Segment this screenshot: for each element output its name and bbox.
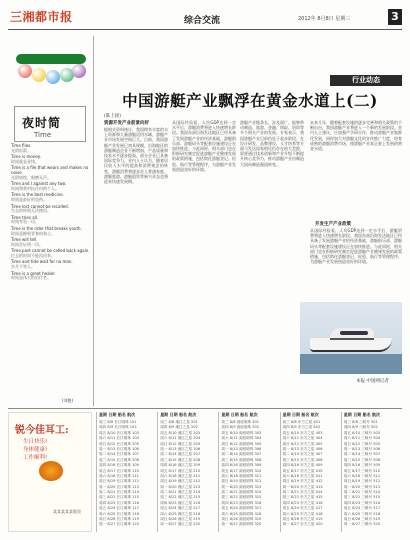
- listing-row: 周四 8/23 湘江之星 216: [160, 500, 201, 505]
- greeting-ad: [8, 412, 92, 532]
- quote-english: Time past cannot be called back again.: [11, 248, 90, 254]
- listing-row: 周四 8/9 长江明珠 102: [99, 425, 137, 430]
- listing-row: 周五 8/24 东方之星 417: [282, 506, 323, 511]
- listing-row: 周四 8/9 洞庭明珠 302: [221, 425, 260, 430]
- listing-row: 周六 8/25 湘江之星 218: [160, 511, 201, 516]
- listing-row: 周日 8/12 东方之星 405: [282, 441, 323, 446]
- listing-row: 周日 8/26 洞庭明珠 319: [221, 517, 262, 522]
- listing-column: [218, 412, 279, 532]
- ball-icon: [32, 68, 46, 82]
- listing-row: 周日 8/12 三峡号 505: [343, 441, 381, 446]
- quote-chinese: 过去的时间不能再回来。: [11, 252, 55, 258]
- listing-row: 周六 8/18 三峡号 511: [343, 473, 381, 478]
- listing-row: 周日 8/19 洞庭明珠 312: [221, 479, 262, 484]
- listing-row: 周三 8/8 洞庭明珠 301: [221, 420, 260, 424]
- listing-row: 周六 8/11 湘江之星 204: [160, 436, 201, 441]
- listing-column: [96, 412, 157, 532]
- listing-row: 周六 8/18 湘江之星 211: [160, 473, 201, 478]
- listing-row: 周二 8/21 湘江之星 214: [160, 490, 201, 495]
- listing-row: 周四 8/16 三峡号 509: [343, 463, 381, 468]
- listing-row: 周五 8/24 洞庭明珠 317: [221, 506, 262, 511]
- listing-row: 周三 8/22 东方之星 415: [282, 495, 323, 500]
- ad-line: 工作顺利!: [23, 455, 48, 461]
- quote-chinese: 时间就是金钱。: [11, 158, 39, 164]
- listing-row: 周四 8/16 长江明珠 109: [99, 463, 139, 468]
- time-quotes-column: [8, 36, 94, 406]
- listing-row: 周一 8/27 湘江之星 220: [160, 522, 201, 527]
- listing-row: 周日 8/26 东方之星 419: [282, 517, 323, 522]
- quote-english: Time is money.: [11, 154, 41, 160]
- listing-row: 周五 8/10 长江明珠 103: [99, 430, 139, 435]
- ribbon-icon: [16, 54, 86, 64]
- quote-item: [11, 144, 93, 153]
- listing-row: 周三 8/8 东方之星 401: [282, 420, 321, 424]
- listing-row: 周六 8/11 洞庭明珠 304: [221, 436, 262, 441]
- listing-row: 周二 8/21 东方之星 414: [282, 490, 323, 495]
- listing-header: 星期 日期 船名 航次: [99, 412, 136, 417]
- quote-item: [11, 216, 93, 225]
- listing-row: 周五 8/17 洞庭明珠 310: [221, 468, 262, 473]
- listing-header: 星期 日期 船名 航次: [221, 412, 258, 417]
- article-byline: (陈上接): [104, 114, 122, 119]
- article-headline: 中国游艇产业飘浮在黄金水道上(二): [122, 91, 378, 110]
- listing-row: 周一 8/13 东方之星 406: [282, 446, 323, 451]
- article-body-column: 从国际经验看，人均GDP达到一定水平后，游艇消费将进入快速增长阶段。我国东部沿海发达地区已经具备了发展游艇产业的经济基础，游艇俱乐部、游艇码头等配套设施建设正在加快推进。与此同时，相关部门也在积极研究制定促进游艇产业健康发展的政策措施，包括简化游艇登记、检验、航行等管理程序，为游艇产业发展创造良好的环境。: [172, 120, 236, 172]
- quote-chinese: 岁月不等人。: [11, 264, 35, 270]
- listing-row: 周日 8/19 湘江之星 212: [160, 479, 201, 484]
- listing-row: 周三 8/22 湘江之星 215: [160, 495, 201, 500]
- listing-row: 周五 8/10 湘江之星 203: [160, 430, 201, 435]
- listing-row: 周二 8/21 洞庭明珠 314: [221, 490, 262, 495]
- listing-row: 周日 8/12 洞庭明珠 305: [221, 441, 262, 446]
- listing-row: 周四 8/9 东方之星 402: [282, 425, 321, 430]
- listing-row: 周三 8/15 湘江之星 208: [160, 457, 201, 462]
- quote-item: [11, 166, 93, 180]
- listing-row: 周一 8/27 长江明珠 120: [99, 522, 139, 527]
- quote-english: Time flies.: [11, 143, 32, 148]
- quote-english: Time is the best medicine.: [11, 192, 64, 198]
- listing-row: 周一 8/13 湘江之星 206: [160, 446, 201, 451]
- schedule-listing: [96, 412, 402, 532]
- listing-row: 周日 8/19 长江明珠 112: [99, 479, 139, 484]
- article-body-column: 从国际经验看，人均GDP达到一定水平后，游艇消费将进入快速增长阶段。我国东部沿海发达地区已经具备了发展游艇产业的经济基础，游艇俱乐部、游艇码头等配套设施建设正在加快推进。与此同时，相关部门也在积极研究制定促进游艇产业健康发展的政策措施，包括简化游艇登记、检验、航行等管理程序，为游艇产业发展创造良好的环境。: [310, 228, 402, 265]
- quote-chinese: 时间和我对抗任何两个人。: [11, 185, 59, 191]
- listing-row: 周二 8/14 洞庭明珠 307: [221, 452, 262, 457]
- listing-row: 周一 8/13 长江明珠 106: [99, 446, 139, 451]
- column-subtitle: Time: [34, 131, 52, 139]
- quote-item: [11, 272, 93, 281]
- listing-row: 周四 8/16 洞庭明珠 309: [221, 463, 262, 468]
- article-body-column: 游艇产业链条长、涉及面广，能够带动制造、旅游、金融、保险、培训等多个相关产业的发展。专家表示，我国游艇产业目前仍处于起步阶段，在设计研发、品牌建设、人才培养等方面与发达国家相比仍存在较大差距，需要通过技术创新和产业升级不断提升核心竞争力，推动游艇产业由制造大国向制造强国转变。: [240, 120, 304, 167]
- quote-item: [11, 182, 93, 191]
- listing-row: 周三 8/8 长江明珠 101: [99, 420, 137, 424]
- quote-english: Time and I against any two.: [11, 181, 67, 187]
- section-divider: [8, 408, 402, 409]
- listing-row: 周一 8/13 三峡号 506: [343, 446, 381, 451]
- yacht-hull: [310, 338, 392, 352]
- flower-icon: [39, 461, 63, 481]
- listing-row: 周四 8/23 长江明珠 116: [99, 500, 139, 505]
- article-body-column: 未来几年，随着配套设施的逐步完善和相关政策的不断出台，我国游艇产业将进入一个新的发展阶段。业内人士建议，应加强产学研合作，推动游艇产业集群化发展，同时加大对游艇文化的宣传推广力度，培育成熟的游艇消费市场，使游艇产业真正驶上发展的黄金水道。: [310, 120, 402, 152]
- yacht-photo: [300, 302, 402, 374]
- listing-row: 周六 8/11 长江明珠 104: [99, 436, 139, 441]
- listing-row: 周一 8/13 洞庭明珠 306: [221, 446, 262, 451]
- ad-line: 生日快乐!: [23, 439, 48, 445]
- listing-row: 周一 8/20 长江明珠 113: [99, 484, 139, 489]
- listing-row: 周三 8/22 三峡号 515: [343, 495, 381, 500]
- photo-credit: 本报 中国网记者: [356, 379, 389, 384]
- article-body-column: 据相关资料统计，我国拥有丰富的水上资源和大量游艇适用水域，游艇产业市场发展空间巨大。目前，我国游艇产业发展已初具规模，沿海地区的游艇制造企业不断增加，产品质量和技术水平逐步提高，部分企业已具备国际竞争力。业内人士认为，随着居民收入水平的提高和消费观念的转变，游艇消费将逐步走入普通家庭，游艇旅游、游艇租赁等新兴业态也将迎来快速发展期。: [104, 127, 168, 185]
- quote-item: [11, 238, 93, 247]
- page-number: 3: [388, 9, 402, 25]
- quote-chinese: 时间考验一切。: [11, 219, 39, 225]
- listing-row: 周一 8/20 洞庭明珠 313: [221, 484, 262, 489]
- industry-news-tag: 行业动态: [330, 75, 402, 86]
- section-name: 综合交流: [184, 16, 221, 26]
- listing-row: 周日 8/26 长江明珠 119: [99, 517, 139, 522]
- listing-row: 周六 8/25 东方之星 418: [282, 511, 323, 516]
- quote-chinese: 光阴如锉，细磨无声。: [11, 174, 51, 180]
- listing-row: 周三 8/8 三峡号 501: [343, 420, 378, 424]
- issue-date: 2012年 8月8日 星期三: [298, 16, 351, 22]
- listing-row: 周六 8/18 洞庭明珠 311: [221, 473, 262, 478]
- listing-row: 周五 8/17 三峡号 510: [343, 468, 381, 473]
- listing-row: 周四 8/16 东方之星 409: [282, 463, 323, 468]
- listing-row: 周一 8/27 洞庭明珠 320: [221, 522, 262, 527]
- listing-row: 周二 8/21 长江明珠 114: [99, 490, 139, 495]
- listing-row: 周一 8/27 三峡号 520: [343, 522, 381, 527]
- ball-icon: [46, 70, 60, 84]
- listing-row: 周一 8/20 湘江之星 213: [160, 484, 201, 489]
- yacht-window: [340, 331, 368, 335]
- quote-chinese: 时间会证明一切。: [11, 241, 43, 247]
- ad-title: 锐今佳耳工:: [15, 425, 69, 436]
- listing-header: 星期 日期 船名 航次: [282, 412, 319, 417]
- listing-row: 周一 8/20 东方之星 413: [282, 484, 323, 489]
- listing-column: [280, 412, 341, 532]
- listing-row: 周五 8/24 长江明珠 117: [99, 506, 139, 511]
- listing-row: 周四 8/23 三峡号 516: [343, 500, 381, 505]
- listing-column: [157, 412, 218, 532]
- listing-row: 周二 8/14 东方之星 407: [282, 452, 323, 457]
- listing-row: 周一 8/20 三峡号 513: [343, 484, 381, 489]
- listing-row: 周五 8/17 东方之星 410: [282, 468, 323, 473]
- quote-chinese: 失去的时间无法挽回。: [11, 208, 51, 214]
- listing-row: 周四 8/9 三峡号 502: [343, 425, 378, 430]
- listing-row: 周六 8/11 三峡号 504: [343, 436, 381, 441]
- ball-icon: [18, 64, 32, 78]
- quote-english: Time is a file that wears and makes no noise.: [11, 165, 89, 175]
- quote-list: [11, 144, 93, 283]
- listing-row: 周二 8/14 三峡号 507: [343, 452, 381, 457]
- listing-row: 周五 8/17 湘江之星 210: [160, 468, 201, 473]
- quote-item: [11, 260, 93, 269]
- ad-signature: 某某某某某敬贺: [53, 509, 81, 514]
- listing-row: 周日 8/19 三峡号 512: [343, 479, 381, 484]
- quote-item: [11, 193, 93, 202]
- quote-english: Time lost cannot be recalled.: [11, 203, 69, 209]
- listing-row: 周三 8/15 三峡号 508: [343, 457, 381, 462]
- listing-row: 周二 8/14 湘江之星 207: [160, 452, 201, 457]
- listing-row: 周三 8/22 洞庭明珠 315: [221, 495, 262, 500]
- quote-chinese: 时间是伟大的治疗者。: [11, 275, 51, 281]
- listing-row: 周六 8/25 三峡号 518: [343, 511, 381, 516]
- listing-row: 周三 8/22 长江明珠 115: [99, 495, 139, 500]
- quote-english: Time is the rider that breaks youth.: [11, 225, 82, 231]
- ball-icon: [72, 64, 86, 78]
- listing-row: 周三 8/15 长江明珠 108: [99, 457, 139, 462]
- quote-english: Time and tide wait for no man.: [11, 259, 73, 265]
- quote-english: Time will tell.: [11, 237, 38, 243]
- listing-header: 星期 日期 船名 航次: [343, 412, 380, 417]
- column-author: (刘艳): [62, 398, 74, 403]
- listing-column: [341, 412, 402, 532]
- listing-row: 周四 8/23 东方之星 416: [282, 500, 323, 505]
- quote-english: Time is a great healer.: [11, 270, 56, 276]
- listing-row: 周六 8/11 东方之星 404: [282, 436, 323, 441]
- listing-row: 周日 8/19 东方之星 412: [282, 479, 323, 484]
- quote-item: [11, 205, 93, 214]
- listing-row: 周四 8/16 湘江之星 209: [160, 463, 201, 468]
- listing-row: 周三 8/15 东方之星 408: [282, 457, 323, 462]
- listing-row: 周四 8/9 湘江之星 202: [160, 425, 198, 430]
- quote-english: Time tries all.: [11, 214, 39, 220]
- column-title: 夜时简: [22, 116, 62, 130]
- listing-row: 周三 8/8 湘江之星 201: [160, 420, 198, 424]
- quote-chinese: 时间是最好的良药。: [11, 196, 47, 202]
- ad-line: 身体健康!: [23, 447, 48, 453]
- listing-row: 周三 8/15 洞庭明珠 308: [221, 457, 262, 462]
- listing-row: 周日 8/26 三峡号 519: [343, 517, 381, 522]
- listing-row: 周六 8/18 东方之星 411: [282, 473, 323, 478]
- listing-row: 周六 8/18 长江明珠 111: [99, 473, 139, 478]
- listing-row: 周六 8/25 洞庭明珠 318: [221, 511, 262, 516]
- listing-row: 周二 8/21 三峡号 514: [343, 490, 381, 495]
- sea: [300, 354, 402, 374]
- quote-chinese: 光阴似箭。: [11, 147, 31, 153]
- masthead: [8, 6, 402, 30]
- listing-row: 周五 8/17 长江明珠 110: [99, 468, 139, 473]
- listing-row: 周二 8/14 长江明珠 107: [99, 452, 139, 457]
- listing-row: 周五 8/10 东方之星 403: [282, 430, 323, 435]
- quote-item: [11, 155, 93, 164]
- listing-row: 周四 8/23 洞庭明珠 316: [221, 500, 262, 505]
- listing-row: 周五 8/24 湘江之星 217: [160, 506, 201, 511]
- listing-row: 周日 8/26 湘江之星 219: [160, 517, 201, 522]
- listing-row: 周日 8/12 湘江之星 205: [160, 441, 201, 446]
- quote-item: [11, 249, 93, 258]
- quote-chinese: 时间是摧毁青春的骑士。: [11, 230, 55, 236]
- listing-row: 周五 8/24 三峡号 517: [343, 506, 381, 511]
- article-subhead: 资源开发产业前景向好: [104, 121, 149, 126]
- listing-row: 周一 8/27 东方之星 420: [282, 522, 323, 527]
- listing-row: 周日 8/12 长江明珠 105: [99, 441, 139, 446]
- balls-emblem-icon: [16, 38, 86, 96]
- listing-row: 周六 8/25 长江明珠 118: [99, 511, 139, 516]
- listing-row: 周五 8/10 洞庭明珠 303: [221, 430, 262, 435]
- listing-row: 周五 8/10 三峡号 503: [343, 430, 381, 435]
- newspaper-logo: 三湘都市报: [10, 10, 73, 24]
- article-subhead: 开发生产产业政策: [315, 222, 351, 227]
- quote-item: [11, 227, 93, 236]
- listing-header: 星期 日期 船名 航次: [160, 412, 197, 417]
